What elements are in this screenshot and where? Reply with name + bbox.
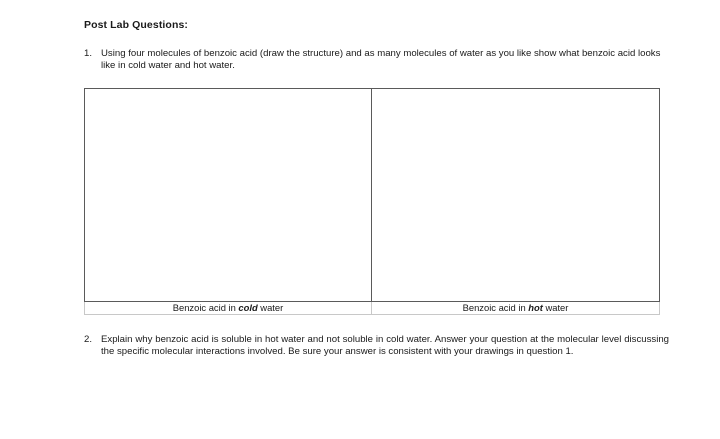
question-1-number: 1.	[84, 48, 93, 59]
question-2-text: Explain why benzoic acid is soluble in hot water and not soluble in cold water. Answer your question at the molecular level discussing the specific molecular interactions involved. Be sure your answer is consistent with your drawings in question 1.	[101, 334, 669, 357]
cold-caption-suffix: water	[257, 302, 284, 313]
hot-caption-suffix: water	[542, 302, 569, 313]
cold-water-caption	[85, 302, 372, 314]
question-2	[84, 334, 669, 357]
hot-caption-prefix: Benzoic acid in	[462, 302, 529, 313]
question-1-text: Using four molecules of benzoic acid (draw the structure) and as many molecules of water as you like show what benzoic acid looks like in cold water and hot water.	[101, 48, 661, 71]
hot-caption-emphasis: hot	[528, 302, 543, 313]
question-2-number: 2.	[84, 334, 93, 345]
page-heading: Post Lab Questions:	[84, 19, 188, 31]
question-1	[84, 48, 669, 71]
cold-water-drawing-box	[85, 89, 372, 301]
drawing-area	[84, 88, 660, 302]
cold-caption-prefix: Benzoic acid in	[172, 302, 239, 313]
hot-water-drawing-box	[372, 89, 659, 301]
hot-water-caption	[372, 302, 659, 314]
drawing-captions	[84, 302, 660, 315]
cold-caption-emphasis: cold	[238, 302, 258, 313]
